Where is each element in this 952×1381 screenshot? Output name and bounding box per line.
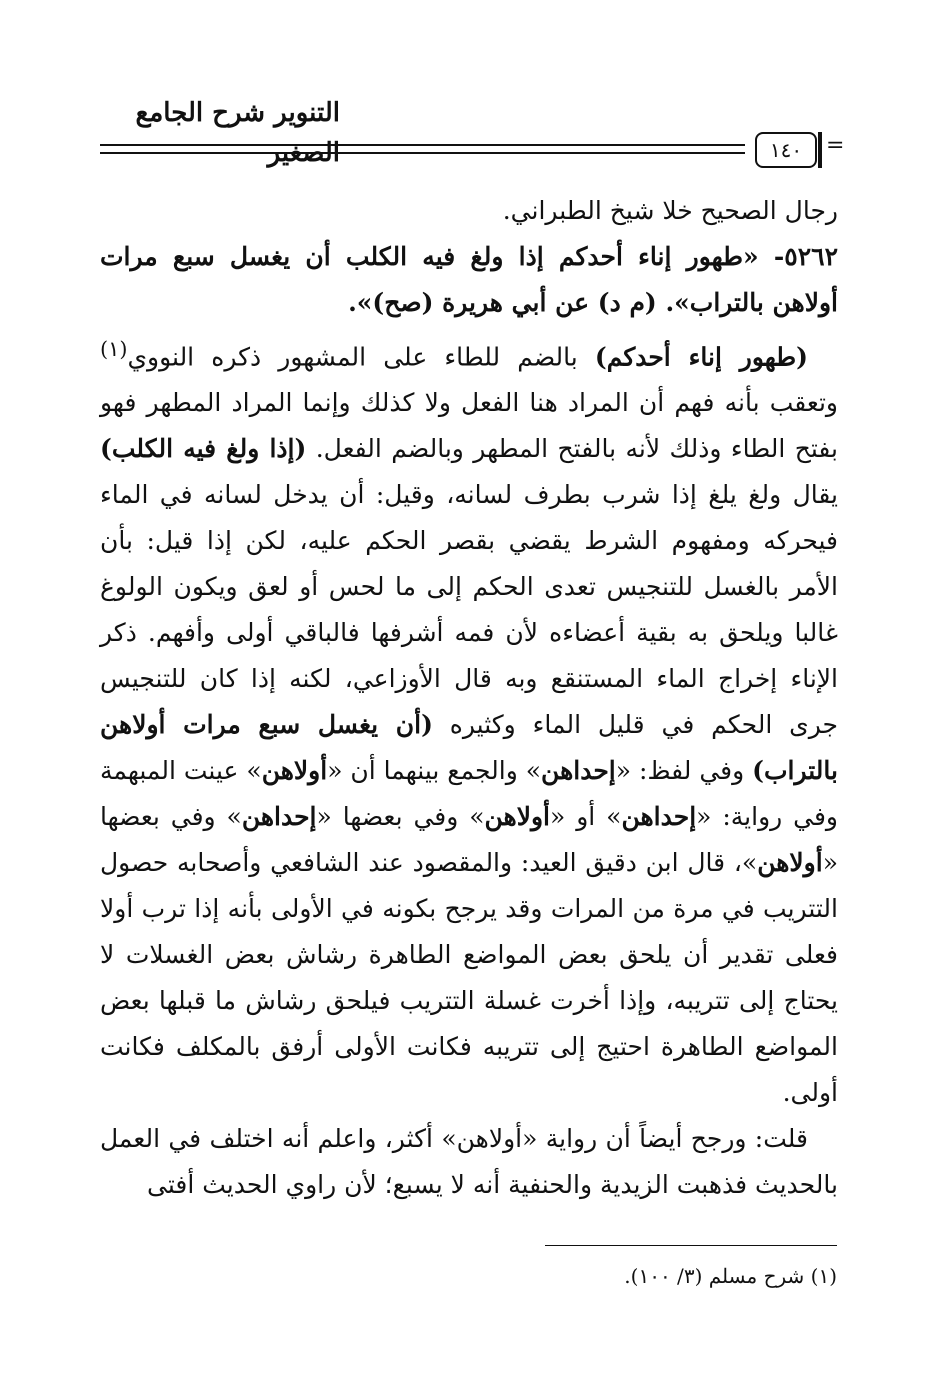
commentary-text: » والجمع بينهما أن « bbox=[327, 756, 542, 786]
running-header-title: التنوير شرح الجامع الصغير bbox=[135, 98, 340, 168]
footnote-reference: (١) bbox=[100, 337, 128, 361]
commentary-text: يقال ولغ يلغ إذا شرب بطرف لسانه، وقيل: أن يدخل لسانه في الماء فيحركه ومفهوم الشرط يقضي بقصر الحكم عليه، لكن إذا قيل: بأن الأمر بالغسل للتنجيس تعدى الحكم إلى ما لحس أو لعق ويكون الولوغ غالبا ويلحق به بقية أعضاءه لأن فمه أشرفها فالباقي أولى وأفهم. ذكر الإناء إخراج الماء المستنقع وبه قال الأوزاعي، لكنه إذا كان للتنجيس جرى الحكم في قليل الماء وكثيره bbox=[100, 480, 838, 740]
commentary-quote: (إذا ولغ فيه الكلب) bbox=[100, 434, 307, 464]
hadith-source: (م د) عن أبي هريرة (صح)». bbox=[348, 288, 666, 317]
commentary-text: بالضم للطاء على المشهور ذكره النووي bbox=[127, 342, 595, 372]
commentary-text: »، قال ابن دقيق العيد: والمقصود عند الشافعي وأصحابه حصول التتريب في مرة من المرات وقد يرجح بكونه في الأولى بأنه إذا ترب أولا فعلى تقدير أن يلحق بعض المواضع الطاهرة رشاش بعض الغسلات لا يحتاج إلى تتريبه، وإذا أخرت غسلة التتريب فيلحق رشاش ما قبلها بعض المواضع الطاهرة احتيج إلى تتريبه فكانت الأولى أرفق بالمكلف فكانت أولى. bbox=[100, 848, 838, 1108]
commentary-quote: (طهور إناء أحدكم) bbox=[594, 342, 808, 372]
hadith-text: ٥٢٦٢- «طهور إناء أحدكم إذا ولغ فيه الكلب أن يغسل سبع مرات أولاهن بالتراب». bbox=[100, 242, 838, 317]
commentary-text: » عينت المبهمة وفي رواية: « bbox=[100, 756, 838, 832]
page-number: ١٤٠ bbox=[755, 132, 817, 168]
commentary-text: وفي لفظ: « bbox=[615, 756, 753, 786]
commentary-text: » وفي بعضها « bbox=[100, 802, 838, 878]
header-rule-top bbox=[100, 144, 745, 146]
commentary-quote: (أن يغسل سبع مرات أولاهن بالتراب) bbox=[100, 710, 838, 786]
commentary-text: وتعقب بأنه فهم أن المراد هنا الفعل ولا كذلك وإنما المراد المطهر فهو بفتح الطاء وذلك لأنه بالفتح المطهر وبالضم الفعل. bbox=[100, 388, 838, 464]
commentary-term: أولاهن bbox=[484, 802, 551, 832]
hadith-entry bbox=[100, 234, 838, 326]
page-number-ornament: = bbox=[826, 133, 845, 158]
commentary-term: إحداهن bbox=[621, 802, 697, 832]
header-rule-bottom bbox=[100, 152, 745, 154]
commentary-term: أولاهن bbox=[757, 848, 823, 878]
commentary-term: أولاهن bbox=[261, 756, 328, 786]
commentary-paragraph-2: قلت: ورجح أيضاً أن رواية «أولاهن» أكثر، واعلم أنه اختلف في العمل بالحديث فذهبت الزيدية والحنفية أنه لا يسبع؛ لأن راوي الحديث أفتى bbox=[100, 1124, 838, 1200]
commentary-term: إحداهن bbox=[541, 756, 616, 786]
main-text bbox=[100, 188, 838, 1208]
commentary-text: » وفي بعضها « bbox=[316, 802, 485, 832]
paragraph-continuation: رجال الصحيح خلا شيخ الطبراني. bbox=[502, 196, 838, 225]
commentary-text: » أو « bbox=[550, 802, 622, 832]
commentary-term: إحداهن bbox=[241, 802, 317, 832]
commentary-paragraph bbox=[100, 326, 838, 1116]
page-number-bar bbox=[818, 132, 822, 168]
footnote-separator bbox=[545, 1245, 837, 1246]
footnote: (١) شرح مسلم (٣/ ١٠٠). bbox=[624, 1264, 837, 1288]
